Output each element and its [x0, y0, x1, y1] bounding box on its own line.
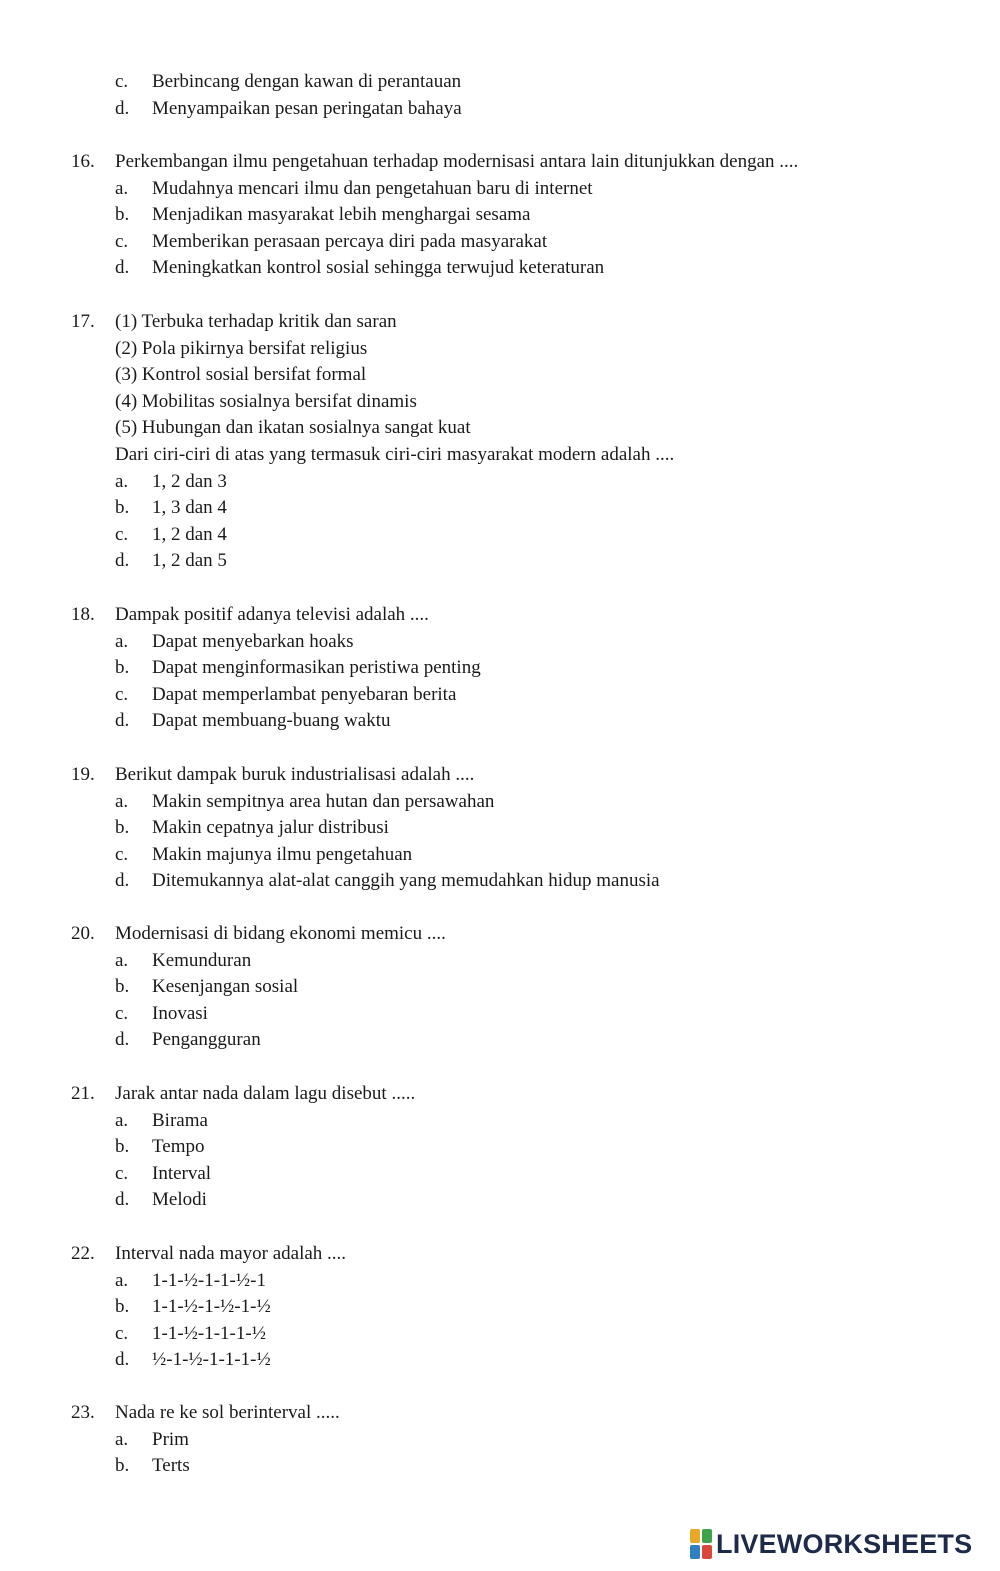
option-letter: a. — [115, 1428, 129, 1450]
option-line — [0, 96, 1000, 123]
option-line — [0, 708, 1000, 735]
option-text: Terts — [152, 1455, 190, 1477]
option-line — [0, 548, 1000, 575]
liveworksheets-brand — [690, 1527, 972, 1561]
option-line — [0, 1001, 1000, 1028]
option-text: Melodi — [152, 1189, 207, 1211]
option-letter: d. — [115, 1189, 130, 1211]
option-text: Inovasi — [152, 1002, 208, 1024]
option-line — [0, 469, 1000, 496]
option-text: Kemunduran — [152, 949, 252, 971]
option-letter: b. — [115, 497, 130, 519]
option-line — [0, 229, 1000, 256]
option-text: 1-1-½-1-1-1-½ — [152, 1322, 266, 1344]
option-letter: a. — [115, 630, 129, 652]
option-letter: b. — [115, 1296, 130, 1318]
question-line — [0, 415, 1000, 442]
option-text: Makin sempitnya area hutan dan persawahan — [152, 790, 495, 812]
question-text: (3) Kontrol sosial bersifat formal — [115, 364, 367, 386]
question-23 — [0, 1400, 1000, 1480]
option-line — [0, 1321, 1000, 1348]
option-text: Dapat menyebarkan hoaks — [152, 630, 354, 652]
option-letter: a. — [115, 1109, 129, 1131]
option-text: Tempo — [152, 1136, 205, 1158]
option-line — [0, 1268, 1000, 1295]
question-text: Nada re ke sol berinterval ..... — [115, 1402, 340, 1423]
option-letter: a. — [115, 1269, 129, 1291]
option-letter: d. — [115, 870, 130, 892]
option-text: Pengangguran — [152, 1029, 261, 1051]
question-line — [0, 336, 1000, 363]
question-16 — [0, 149, 1000, 282]
option-line — [0, 495, 1000, 522]
option-text: Dapat menginformasikan peristiwa penting — [152, 657, 481, 679]
option-letter: c. — [115, 843, 129, 865]
option-text: Prim — [152, 1428, 189, 1450]
liveworksheets-logo-icon — [690, 1529, 712, 1559]
question-line — [0, 442, 1000, 469]
option-letter: d. — [115, 1349, 130, 1371]
question-line — [0, 309, 1000, 336]
option-text: Mudahnya mencari ilmu dan pengetahuan baru di internet — [152, 177, 593, 199]
option-line — [0, 1027, 1000, 1054]
option-text: 1, 2 dan 5 — [152, 550, 227, 572]
question-text: (1) Terbuka terhadap kritik dan saran — [115, 311, 397, 332]
option-letter: d. — [115, 257, 130, 279]
question-18 — [0, 602, 1000, 735]
option-letter: a. — [115, 177, 129, 199]
option-letter: c. — [115, 1322, 129, 1344]
option-text: Birama — [152, 1109, 208, 1131]
option-text: Dapat membuang-buang waktu — [152, 710, 391, 732]
option-text: 1, 3 dan 4 — [152, 497, 227, 519]
option-line — [0, 629, 1000, 656]
question-text: Dari ciri-ciri di atas yang termasuk ciri-ciri masyarakat modern adalah .... — [115, 443, 675, 465]
option-line — [0, 974, 1000, 1001]
question-line — [0, 602, 1000, 629]
option-line — [0, 522, 1000, 549]
question-text: Jarak antar nada dalam lagu disebut ..... — [115, 1083, 416, 1104]
logo-square — [702, 1545, 712, 1559]
option-letter: b. — [115, 657, 130, 679]
option-letter: d. — [115, 710, 130, 732]
option-letter: a. — [115, 790, 129, 812]
option-line — [0, 1134, 1000, 1161]
question-text: (4) Mobilitas sosialnya bersifat dinamis — [115, 390, 417, 412]
option-letter: b. — [115, 976, 130, 998]
option-letter: d. — [115, 550, 130, 572]
question-text: (5) Hubungan dan ikatan sosialnya sangat kuat — [115, 417, 471, 439]
option-line — [0, 1108, 1000, 1135]
option-letter: c. — [115, 71, 129, 92]
question-number: 22. — [71, 1243, 95, 1264]
logo-square — [690, 1545, 700, 1559]
question-text: Perkembangan ilmu pengetahuan terhadap modernisasi antara lain ditunjukkan dengan .... — [115, 151, 799, 172]
logo-square — [702, 1529, 712, 1543]
option-letter: b. — [115, 1455, 130, 1477]
option-line — [0, 1161, 1000, 1188]
option-line — [0, 815, 1000, 842]
option-text: Menyampaikan pesan peringatan bahaya — [152, 97, 462, 119]
option-letter: c. — [115, 523, 129, 545]
option-text: Dapat memperlambat penyebaran berita — [152, 683, 457, 705]
option-letter: c. — [115, 1162, 129, 1184]
option-text: Makin majunya ilmu pengetahuan — [152, 843, 413, 865]
question-number: 20. — [71, 923, 95, 944]
option-line — [0, 1294, 1000, 1321]
question-line — [0, 1400, 1000, 1427]
option-text: Ditemukannya alat-alat canggih yang memudahkan hidup manusia — [152, 870, 660, 892]
brand-text: LIVEWORKSHEETS — [716, 1528, 973, 1559]
option-line — [0, 69, 1000, 96]
question-line — [0, 389, 1000, 416]
question-17 — [0, 309, 1000, 575]
question-number: 18. — [71, 604, 95, 625]
option-line — [0, 176, 1000, 203]
question-text: Dampak positif adanya televisi adalah .... — [115, 604, 429, 625]
option-line — [0, 682, 1000, 709]
previous-question-options — [0, 69, 1000, 122]
question-22 — [0, 1241, 1000, 1374]
question-line — [0, 149, 1000, 176]
question-text: Berikut dampak buruk industrialisasi adalah .... — [115, 764, 475, 785]
option-text: Memberikan perasaan percaya diri pada masyarakat — [152, 230, 548, 252]
option-text: Kesenjangan sosial — [152, 976, 299, 998]
question-number: 17. — [71, 311, 95, 332]
option-text: Menjadikan masyarakat lebih menghargai sesama — [152, 204, 531, 226]
option-text: Meningkatkan kontrol sosial sehingga terwujud keteraturan — [152, 257, 605, 279]
option-text: Berbincang dengan kawan di perantauan — [152, 71, 462, 92]
option-line — [0, 1187, 1000, 1214]
question-number: 19. — [71, 764, 95, 785]
question-line — [0, 1241, 1000, 1268]
option-line — [0, 842, 1000, 869]
option-letter: b. — [115, 817, 130, 839]
question-text: Interval nada mayor adalah .... — [115, 1243, 347, 1264]
question-line — [0, 362, 1000, 389]
question-text: (2) Pola pikirnya bersifat religius — [115, 337, 368, 359]
question-line — [0, 1081, 1000, 1108]
option-text: 1, 2 dan 4 — [152, 523, 227, 545]
option-letter: a. — [115, 470, 129, 492]
option-letter: c. — [115, 683, 129, 705]
option-line — [0, 655, 1000, 682]
question-line — [0, 921, 1000, 948]
option-text: 1, 2 dan 3 — [152, 470, 227, 492]
option-letter: b. — [115, 1136, 130, 1158]
option-line — [0, 1427, 1000, 1454]
question-number: 21. — [71, 1083, 95, 1104]
option-line — [0, 255, 1000, 282]
option-line — [0, 789, 1000, 816]
option-text: 1-1-½-1-½-1-½ — [152, 1296, 271, 1318]
option-text: 1-1-½-1-1-½-1 — [152, 1269, 266, 1291]
option-letter: c. — [115, 1002, 129, 1024]
option-letter: a. — [115, 949, 129, 971]
question-text: Modernisasi di bidang ekonomi memicu .... — [115, 923, 446, 944]
question-number: 23. — [71, 1402, 95, 1423]
option-text: ½-1-½-1-1-1-½ — [152, 1349, 271, 1371]
option-line — [0, 868, 1000, 895]
option-line — [0, 948, 1000, 975]
option-line — [0, 202, 1000, 229]
question-line — [0, 762, 1000, 789]
option-text: Makin cepatnya jalur distribusi — [152, 817, 389, 839]
option-letter: c. — [115, 230, 129, 252]
option-text: Interval — [152, 1162, 212, 1184]
question-21 — [0, 1081, 1000, 1214]
question-19 — [0, 762, 1000, 895]
option-line — [0, 1347, 1000, 1374]
question-20 — [0, 921, 1000, 1054]
option-line — [0, 1453, 1000, 1480]
option-letter: d. — [115, 97, 130, 119]
option-letter: b. — [115, 204, 130, 226]
option-letter: d. — [115, 1029, 130, 1051]
logo-square — [690, 1529, 700, 1543]
question-number: 16. — [71, 151, 95, 172]
